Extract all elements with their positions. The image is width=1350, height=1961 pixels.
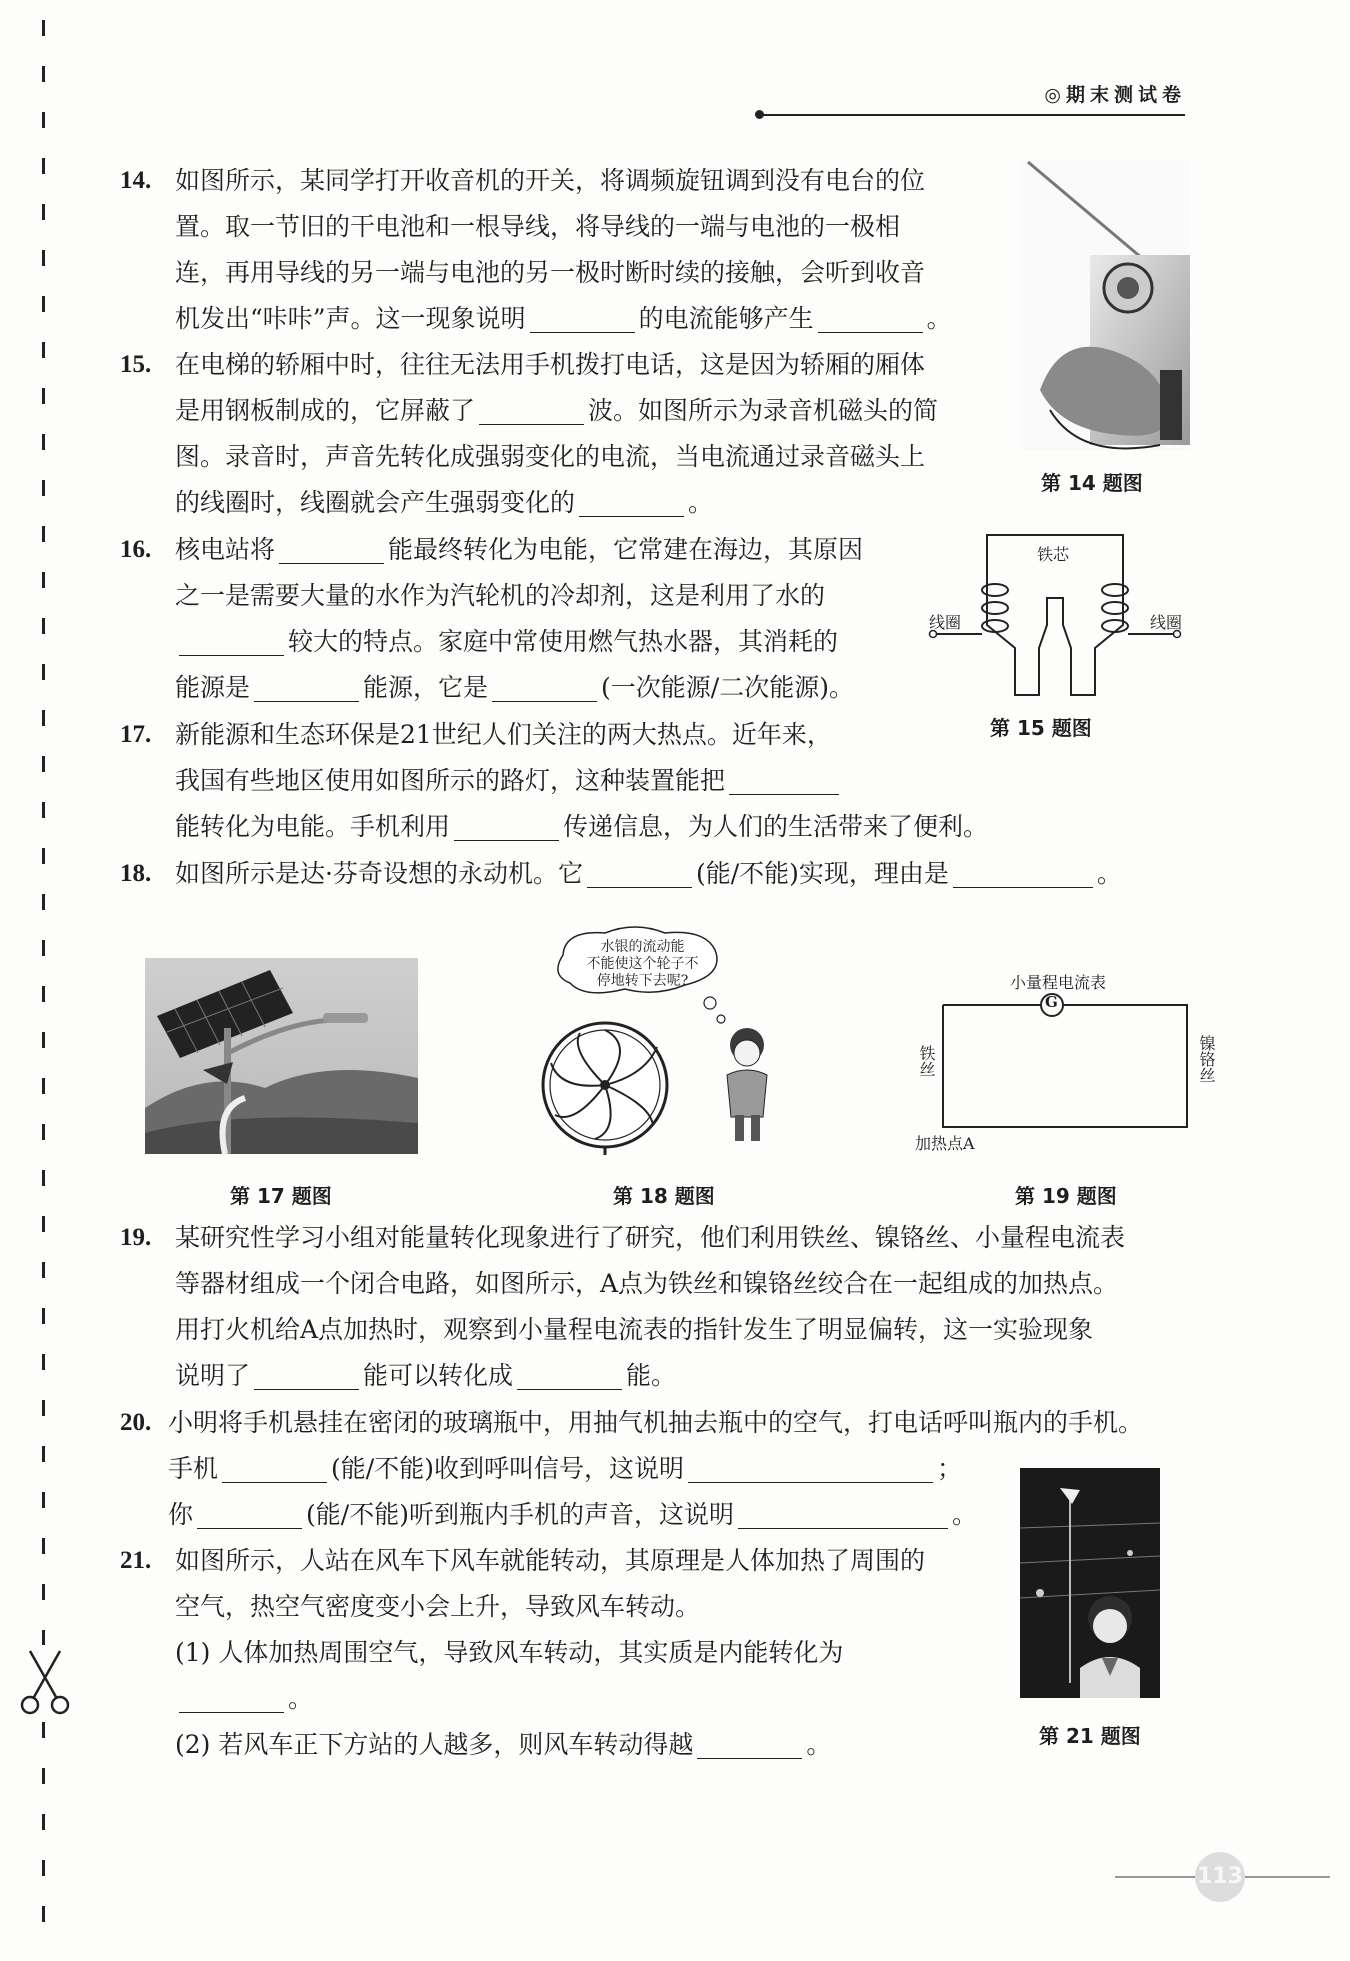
label-iron-wire: 铁丝 — [917, 1045, 936, 1077]
answer-blank[interactable] — [579, 486, 684, 517]
question-text-line — [175, 1261, 1118, 1307]
question-text-line — [175, 851, 1122, 897]
question-text: 能源，它是 — [363, 673, 489, 702]
question-text-line — [175, 1215, 1125, 1261]
question-text: 图。录音时，声音先转化成强弱变化的电流，当电流通过录音磁头上 — [175, 442, 926, 471]
answer-blank[interactable] — [953, 857, 1093, 888]
question-text-line — [175, 296, 952, 342]
answer-blank[interactable] — [222, 1452, 327, 1483]
question-number: 20. — [120, 1409, 152, 1436]
answer-blank[interactable] — [492, 671, 597, 702]
question-text-line — [175, 1307, 1093, 1353]
question-text: 。 — [1096, 859, 1122, 888]
question-text: ； — [936, 1454, 962, 1483]
answer-blank[interactable] — [729, 764, 839, 795]
scissors-icon — [16, 1645, 74, 1717]
label-iron-core: 铁芯 — [1037, 545, 1070, 564]
question-number: 16. — [120, 536, 152, 563]
question-text: 连，再用导线的另一端与电池的另一极时断时续的接触，会听到收音 — [175, 258, 926, 287]
answer-blank[interactable] — [587, 857, 692, 888]
question-text: 如图所示，某同学打开收音机的开关，将调频旋钮调到没有电台的位 — [175, 166, 926, 195]
figure-14-radio-image — [1020, 160, 1190, 450]
question-text: 。 — [806, 1730, 832, 1759]
answer-blank[interactable] — [254, 671, 359, 702]
question-text: 。 — [688, 488, 714, 517]
galvanometer-symbol: G — [1045, 993, 1058, 1011]
question-text: 较大的特点。家庭中常使用燃气热水器，其消耗的 — [288, 627, 839, 656]
question-text: 能。 — [626, 1361, 677, 1390]
question-text: 是用钢板制成的，它屏蔽了 — [175, 396, 476, 425]
answer-blank[interactable] — [517, 1359, 622, 1390]
question-text: 在电梯的轿厢中时，往往无法用手机拨打电话，这是因为轿厢的厢体 — [175, 350, 926, 379]
question-text-line — [168, 1492, 977, 1538]
question-text-line — [175, 250, 925, 296]
question-text-line — [175, 158, 925, 204]
figure-17-solar-lamp-image — [145, 958, 418, 1154]
bubble-line-3: 停地转下去呢? — [596, 973, 689, 989]
figure-21-caption: 第 21 题图 — [1039, 1724, 1141, 1748]
question-text-line — [175, 1722, 831, 1768]
question-number: 14. — [120, 167, 152, 194]
question-text: 。 — [288, 1684, 314, 1713]
question-text-line — [175, 527, 863, 573]
answer-blank[interactable] — [179, 625, 284, 656]
question-text-line — [175, 758, 843, 804]
figure-15-diagram — [925, 530, 1185, 700]
question-text: (能/不能)收到呼叫信号，这说明 — [331, 1454, 684, 1483]
question-text-line — [175, 573, 825, 619]
question-text-line — [175, 712, 832, 758]
question-text-line — [175, 388, 938, 434]
question-text: 你 — [168, 1500, 194, 1529]
question-number: 17. — [120, 721, 152, 748]
question-text: 如图所示是达·芬奇设想的永动机。它 — [175, 859, 583, 888]
question-text: (能/不能)实现，理由是 — [695, 859, 949, 888]
question-text: 能最终转化为电能，它常建在海边，其原因 — [388, 535, 864, 564]
question-number: 15. — [120, 351, 152, 378]
question-text: 我国有些地区使用如图所示的路灯，这种装置能把 — [175, 766, 726, 795]
question-number: 21. — [120, 1547, 152, 1574]
question-text: 小明将手机悬挂在密闭的玻璃瓶中，用抽气机抽去瓶中的空气，打电话呼叫瓶内的手机。 — [168, 1408, 1144, 1437]
question-text: 能源是 — [175, 673, 251, 702]
question-text: 。 — [926, 304, 952, 333]
label-galvanometer: 小量程电流表 — [1010, 973, 1107, 992]
question-text-line — [175, 204, 900, 250]
bubble-line-1: 水银的流动能 — [600, 939, 685, 955]
answer-blank[interactable] — [738, 1498, 948, 1529]
figure-17-caption: 第 17 题图 — [230, 1184, 332, 1208]
label-coil-right: 线圈 — [1150, 613, 1183, 632]
question-text-line — [175, 1538, 925, 1584]
question-text-line — [175, 434, 925, 480]
page-number-rule-right — [1245, 1876, 1330, 1878]
question-text: 的线圈时，线圈就会产生强弱变化的 — [175, 488, 576, 517]
figure-18-perpetual-wheel-image — [525, 925, 790, 1155]
answer-blank[interactable] — [530, 302, 635, 333]
figure-19-circuit-diagram — [905, 965, 1225, 1155]
question-text: 能可以转化成 — [363, 1361, 514, 1390]
question-text: 传递信息，为人们的生活带来了便利。 — [563, 812, 989, 841]
question-text: (能/不能)听到瓶内手机的声音，这说明 — [306, 1500, 734, 1529]
label-coil-left: 线圈 — [929, 613, 962, 632]
question-text-line — [175, 619, 838, 665]
question-text: 的电流能够产生 — [638, 304, 814, 333]
answer-blank[interactable] — [479, 394, 584, 425]
answer-blank[interactable] — [197, 1498, 302, 1529]
bubble-line-2: 不能使这个轮子不 — [586, 956, 699, 972]
question-text-line — [175, 1353, 676, 1399]
question-text-line — [168, 1446, 962, 1492]
figure-15-caption: 第 15 题图 — [990, 716, 1092, 740]
question-text-line — [175, 480, 713, 526]
question-text: 能转化为电能。手机利用 — [175, 812, 451, 841]
question-text-line — [175, 804, 988, 850]
question-text: 之一是需要大量的水作为汽轮机的冷却剂，这是利用了水的 — [175, 581, 826, 610]
page-number-rule-left — [1115, 1876, 1195, 1878]
question-text: 核电站将 — [175, 535, 276, 564]
answer-blank[interactable] — [688, 1452, 933, 1483]
figure-19-caption: 第 19 题图 — [1015, 1184, 1117, 1208]
answer-blank[interactable] — [697, 1728, 802, 1759]
question-text: 新能源和生态环保是21世纪人们关注的两大热点。近年来， — [175, 720, 832, 749]
label-nichrome-wire: 镍铬丝 — [1197, 1035, 1216, 1083]
answer-blank[interactable] — [454, 810, 559, 841]
figure-18-caption: 第 18 题图 — [613, 1184, 715, 1208]
question-text: 。 — [951, 1500, 977, 1529]
question-text: 空气，热空气密度变小会上升，导致风车转动。 — [175, 1592, 701, 1621]
question-text: 说明了 — [175, 1361, 251, 1390]
section-title: ◎期末测试卷 — [1044, 84, 1186, 106]
question-text-line — [175, 1676, 313, 1722]
header-rule — [760, 114, 1185, 116]
question-text: 手机 — [168, 1454, 219, 1483]
question-text: (一次能源/二次能源)。 — [601, 673, 854, 702]
question-text: 置。取一节旧的干电池和一根导线，将导线的一端与电池的一极相 — [175, 212, 901, 241]
answer-blank[interactable] — [179, 1682, 284, 1713]
question-text: (2) 若风车正下方站的人越多，则风车转动得越 — [175, 1730, 694, 1759]
figure-14-caption: 第 14 题图 — [1041, 471, 1143, 495]
answer-blank[interactable] — [818, 302, 923, 333]
question-text-line — [175, 1584, 700, 1630]
question-text: 等器材组成一个闭合电路，如图所示，A点为铁丝和镍铬丝绞合在一起组成的加热点。 — [175, 1269, 1119, 1298]
answer-blank[interactable] — [254, 1359, 359, 1390]
question-number: 19. — [120, 1224, 152, 1251]
question-text-line — [175, 665, 854, 711]
question-text: 用打火机给A点加热时，观察到小量程电流表的指针发生了明显偏转，这一实验现象 — [175, 1315, 1094, 1344]
figure-21-windmill-image — [1020, 1468, 1160, 1698]
page-number: 113 — [1195, 1852, 1245, 1902]
question-text: 机发出“咔咔”声。这一现象说明 — [175, 304, 526, 333]
question-text-line — [175, 1630, 843, 1676]
question-text: (1) 人体加热周围空气，导致风车转动，其实质是内能转化为 — [175, 1638, 844, 1667]
question-text: 波。如图所示为录音机磁头的简 — [588, 396, 939, 425]
question-text-line — [168, 1400, 1143, 1446]
question-text: 某研究性学习小组对能量转化现象进行了研究，他们利用铁丝、镍铬丝、小量程电流表 — [175, 1223, 1126, 1252]
label-heating-point-a: 加热点A — [915, 1134, 975, 1153]
question-number: 18. — [120, 860, 152, 887]
question-text-line — [175, 342, 925, 388]
answer-blank[interactable] — [279, 533, 384, 564]
question-text: 如图所示，人站在风车下风车就能转动，其原理是人体加热了周围的 — [175, 1546, 926, 1575]
